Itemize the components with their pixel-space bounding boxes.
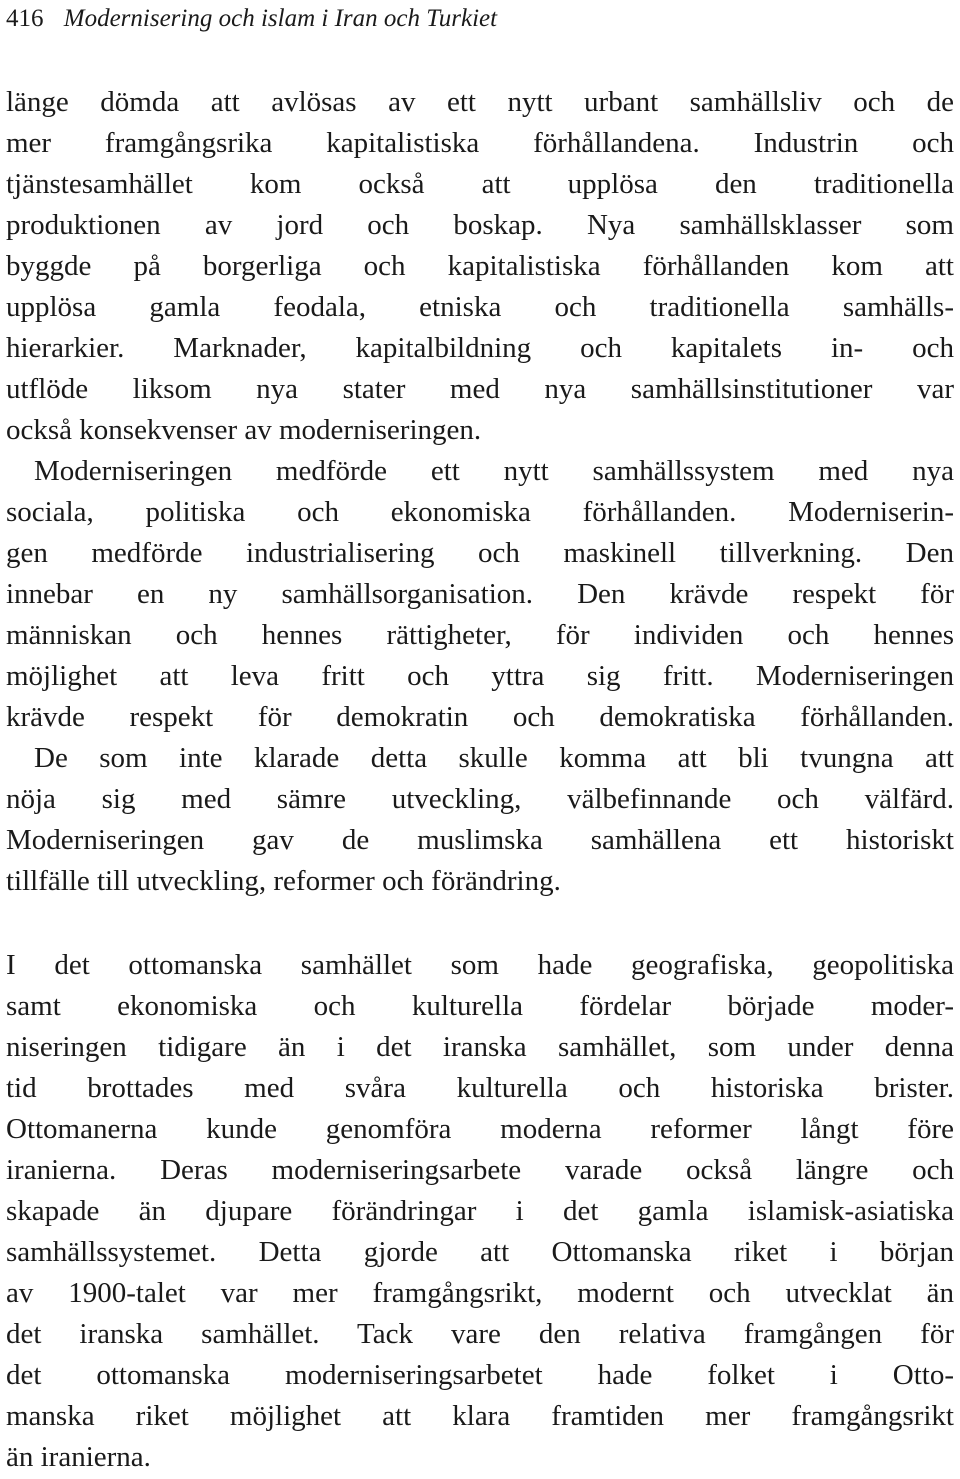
text-line: niseringen tidigare än i det iranska samhället, som under denna: [6, 1031, 954, 1063]
text-line: av 1900-talet var mer framgångsrikt, modernt och utvecklat än: [6, 1277, 954, 1309]
text-line: tid brottades med svåra kulturella och historiska brister.: [6, 1072, 954, 1104]
text-line: det ottomanska moderniseringsarbetet hade folket i Otto-: [6, 1359, 954, 1391]
text-line: Ottomanerna kunde genomföra moderna reformer långt före: [6, 1113, 954, 1145]
text-line: iranierna. Deras moderniseringsarbete varade också längre och: [6, 1154, 954, 1186]
text-line: produktionen av jord och boskap. Nya samhällsklasser som: [6, 209, 954, 241]
text-line: De som inte klarade detta skulle komma att bli tvungna att: [34, 742, 954, 774]
text-line: människan och hennes rättigheter, för individen och hennes: [6, 619, 954, 651]
text-line: upplösa gamla feodala, etniska och traditionella samhälls-: [6, 291, 954, 323]
text-line: innebar en ny samhällsorganisation. Den krävde respekt för: [6, 578, 954, 610]
text-line: I det ottomanska samhället som hade geografiska, geopolitiska: [6, 949, 954, 981]
text-line: Moderniseringen gav de muslimska samhällena ett historiskt: [6, 824, 954, 856]
text-line: samt ekonomiska och kulturella fördelar började moder-: [6, 990, 954, 1022]
text-line: byggde på borgerliga och kapitalistiska förhållanden kom att: [6, 250, 954, 282]
text-line: tjänstesamhället kom också att upplösa den traditionella: [6, 168, 954, 200]
paragraph-1: [6, 82, 954, 902]
text-line: det iranska samhället. Tack vare den relativa framgången för: [6, 1318, 954, 1350]
text-line: krävde respekt för demokratin och demokratiska förhållanden.: [6, 701, 954, 733]
text-line: utflöde liksom nya stater med nya samhällsinstitutioner var: [6, 373, 954, 405]
text-line: mer framgångsrika kapitalistiska förhållandena. Industrin och: [6, 127, 954, 159]
text-line: tillfälle till utveckling, reformer och förändring.: [6, 865, 561, 897]
text-line: också konsekvenser av moderniseringen.: [6, 414, 482, 446]
text-line: länge dömda att avlösas av ett nytt urbant samhällsliv och de: [6, 86, 954, 118]
text-line: manska riket möjlighet att klara framtiden mer framgångsrikt: [6, 1400, 954, 1432]
text-line: än iranierna.: [6, 1441, 151, 1473]
text-line: skapade än djupare förändringar i det gamla islamisk-asiatiska: [6, 1195, 954, 1227]
paragraph-2: [6, 945, 954, 1478]
running-title: Modernisering och islam i Iran och Turkiet: [63, 5, 498, 32]
text-line: hierarkier. Marknader, kapitalbildning och kapitalets in- och: [6, 332, 954, 364]
text-line: sociala, politiska och ekonomiska förhållanden. Moderniserin-: [6, 496, 954, 528]
text-line: möjlighet att leva fritt och yttra sig fritt. Moderniseringen: [6, 660, 954, 692]
text-line: nöja sig med sämre utveckling, välbefinnande och välfärd.: [6, 783, 954, 815]
running-header: [6, 2, 497, 36]
text-line: Moderniseringen medförde ett nytt samhällssystem med nya: [34, 455, 954, 487]
text-line: samhällssystemet. Detta gjorde att Ottomanska riket i början: [6, 1236, 954, 1268]
text-line: gen medförde industrialisering och maskinell tillverkning. Den: [6, 537, 954, 569]
page-number: 416: [6, 5, 44, 32]
